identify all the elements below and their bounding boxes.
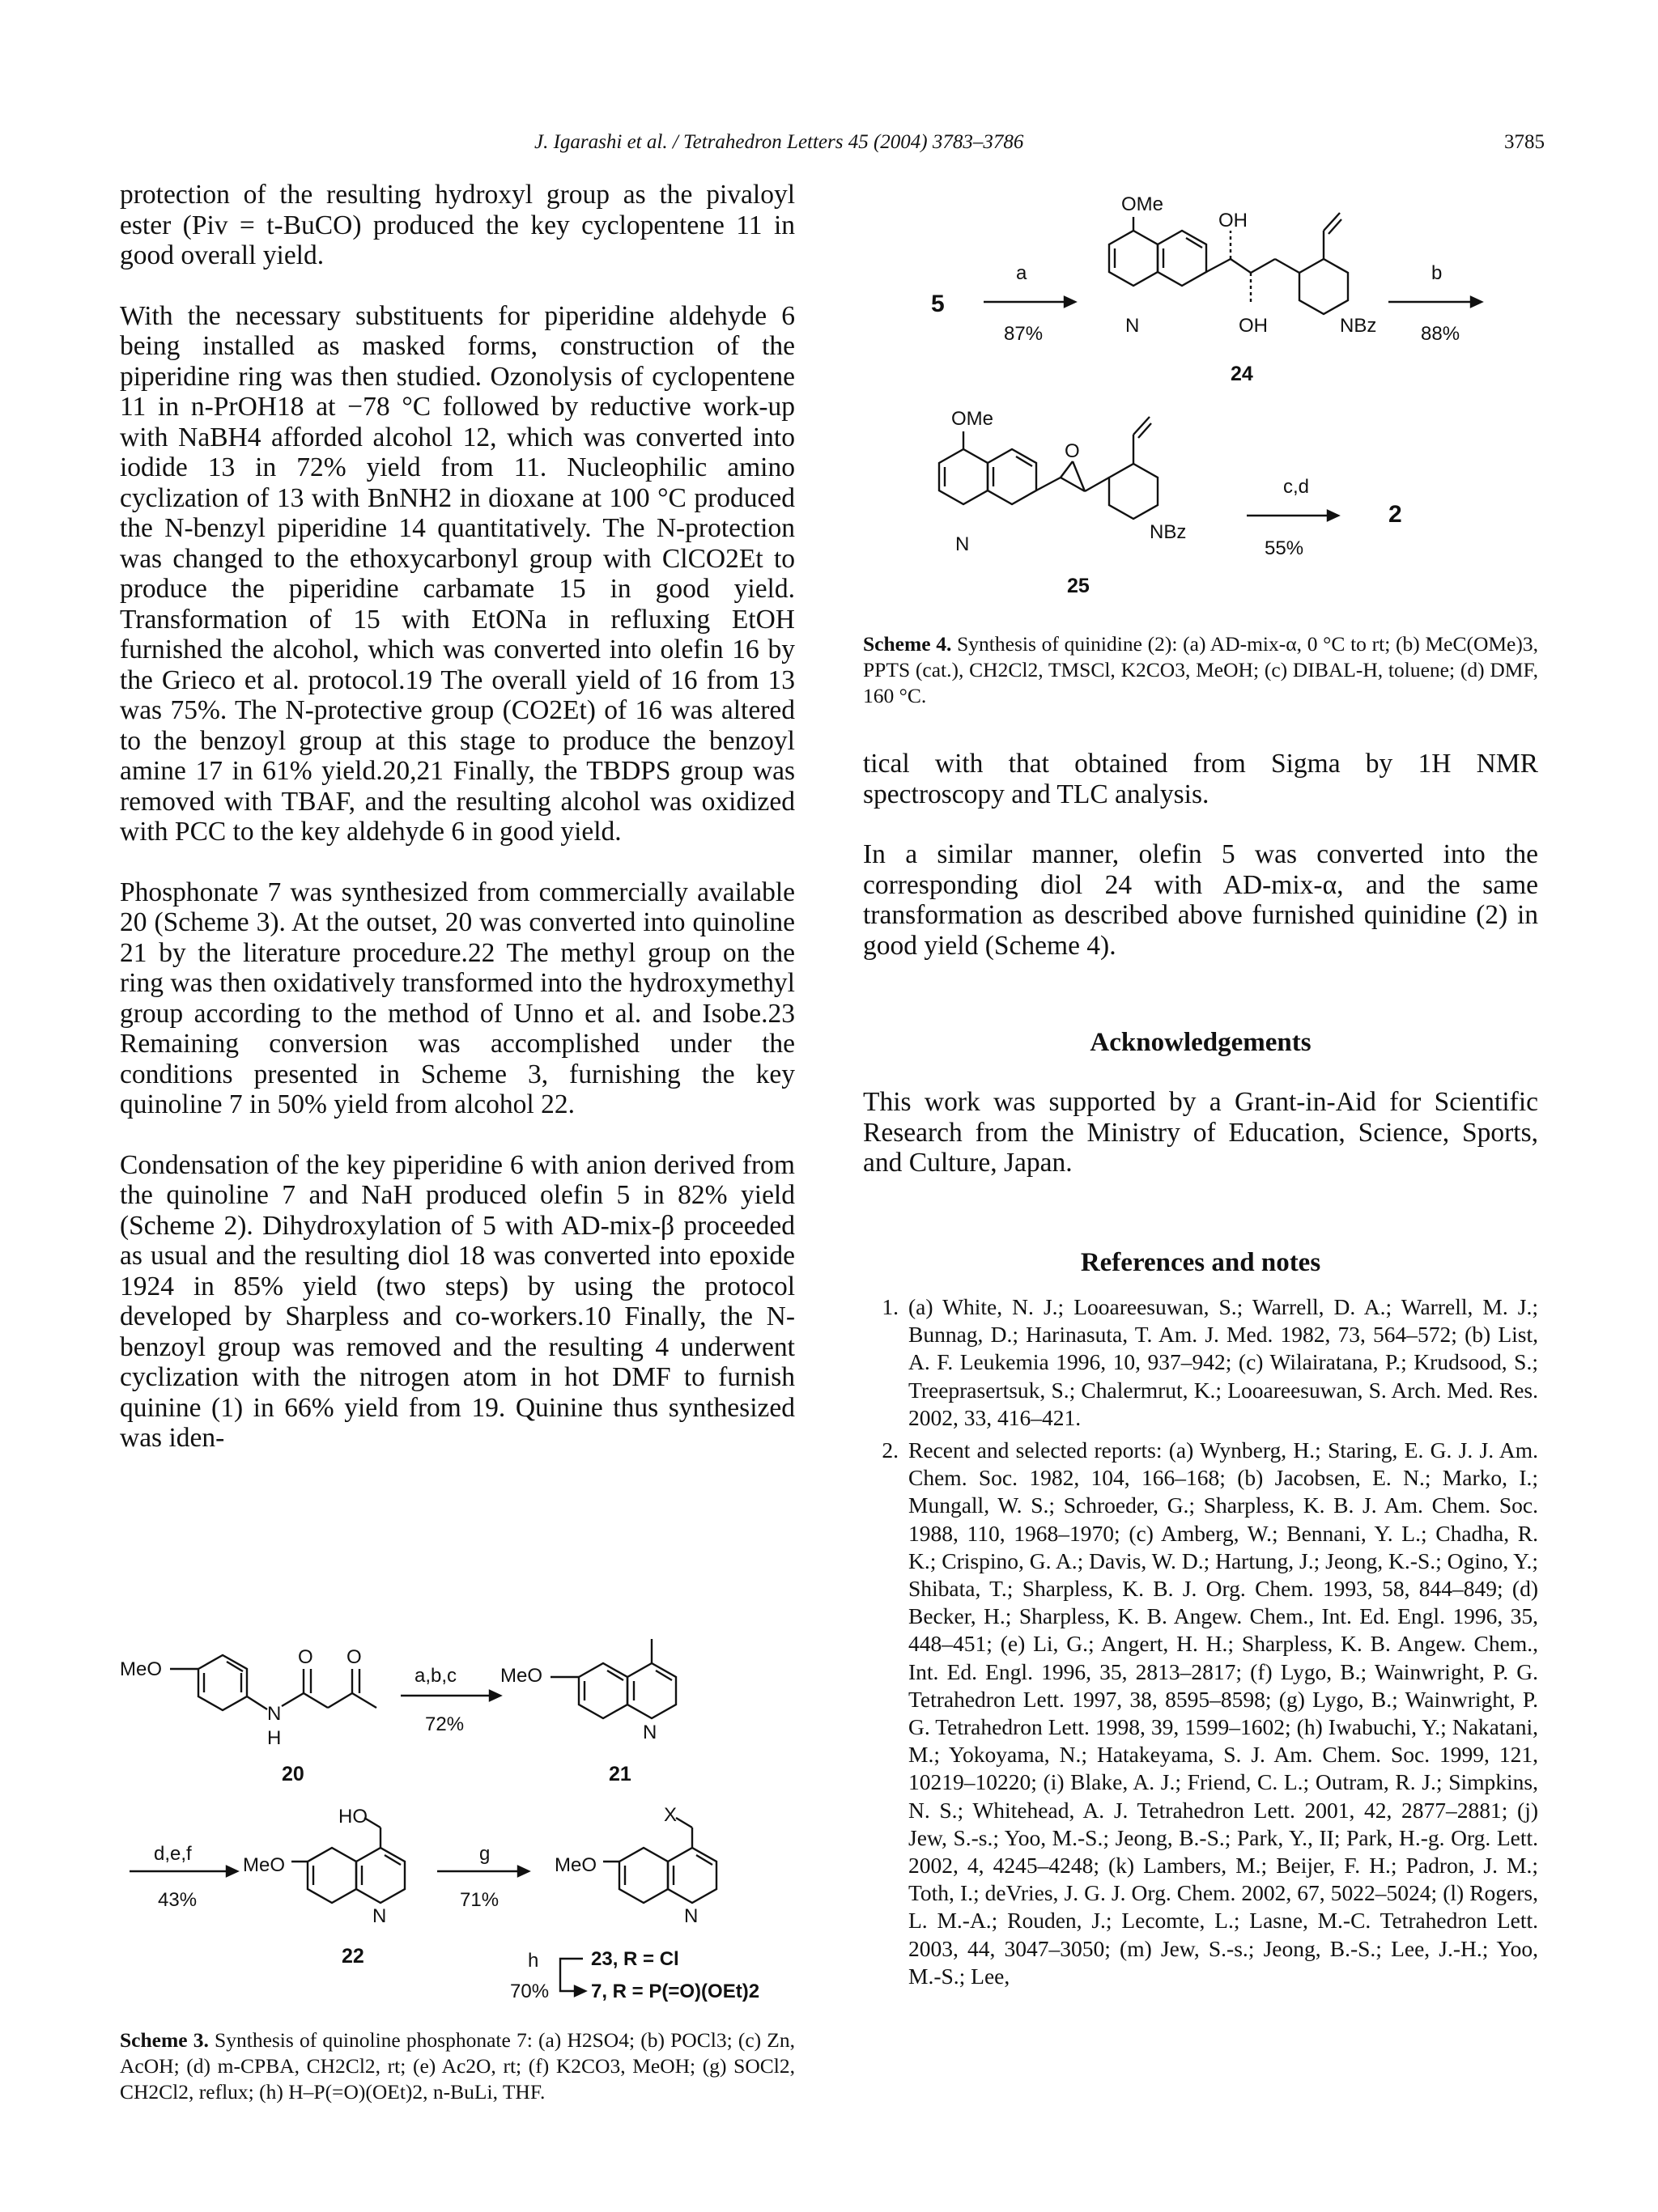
compound-label: 24 <box>1231 363 1253 385</box>
reagent-label: g <box>479 1843 491 1865</box>
reagent-label: h <box>528 1950 539 1972</box>
compound-label: 22 <box>342 1945 364 1968</box>
paragraph: protection of the resulting hydroxyl group as the pivaloyl ester (Piv = t-BuCO) produced the key cyclopentene 11 in good overall yield. <box>120 180 795 270</box>
compound-label: 25 <box>1067 575 1090 597</box>
paragraph: In a similar manner, olefin 5 was converted into the corresponding diol 24 with AD-mix-α, and the same transformation as described above furnished quinidine (2) in good yield (Scheme 4). <box>863 839 1538 961</box>
reagent-label: b <box>1431 262 1443 284</box>
paragraph: Condensation of the key piperidine 6 with anion derived from the quinoline 7 and NaH produced olefin 5 in 82% yield (Scheme 2). Dihydroxylation of 5 with AD-mix-β proceeded as usual and the resulting diol 18 was converted into epoxide 1924 in 85% yield (two steps) by using the protocol developed by Sharpless and co-workers.10 Finally, the N-benzoyl group was removed and the resulting 4 underwent cyclization with the nitrogen atom in hot DMF to furnish quinine (1) in 66% yield from 19. Quinine thus synthesized was iden- <box>120 1149 795 1453</box>
reference-number: 1. <box>882 1294 899 1319</box>
compound-label: 20 <box>282 1763 304 1785</box>
yield-label: 55% <box>1265 537 1304 559</box>
nbz-label: NBz <box>1340 315 1377 337</box>
yield-label: 87% <box>1004 323 1044 345</box>
yield-label: 70% <box>510 1981 550 2002</box>
left-column <box>120 180 795 1484</box>
yield-label: 71% <box>460 1889 500 1911</box>
o-label: O <box>346 1646 362 1668</box>
caption-label: Scheme 3. <box>120 2028 209 2052</box>
scheme4-figure <box>891 182 1554 619</box>
oh-label: OH <box>1218 210 1248 231</box>
references-heading: References and notes <box>1080 1248 1321 1277</box>
h-label: H <box>267 1727 282 1749</box>
yield-label: 43% <box>158 1889 198 1911</box>
paragraph: This work was supported by a Grant-in-Aid for Scientific Research from the Ministry of Education, Science, Sports, and Culture, Japan. <box>863 1087 1538 1178</box>
compound-label-7: 7, R = P(=O)(OEt)2 <box>591 1981 760 2002</box>
x-label: X <box>664 1804 678 1826</box>
reference-item <box>863 1293 1538 1432</box>
meo-label: MeO <box>555 1854 597 1876</box>
arrow-h <box>510 1948 759 2002</box>
reference-text: Recent and selected reports: (a) Wynberg, H.; Staring, E. G. J. J. Am. Chem. Soc. 1982, 104, 166–168; (b) Jacobsen, E. N.; Marko, I.; Mungall, W. S.; Schroeder, G.; Sharpless, K. B. J. Am. Chem. Soc. 1988, 110, 1968–1970; (c) Amberg, W.; Bennani, Y. L.; Chadha, R. K.; Crispino, G. A.; Davis, W. D.; Hartung, J.; Jeong, K.-S.; Ogino, Y.; Shibata, T.; Sharpless, K. B. J. Org. Chem. 1993, 58, 844–849; (d) Becker, H.; Sharpless, K. B. Angew. Chem., Int. Ed. Engl. 1996, 35, 448–451; (e) Li, G.; Angert, H. H.; Sharpless, K. B. Angew. Chem., Int. Ed. Engl. 1996, 35, 2813–2817; (f) Lygo, B.; Wainwright, P. G. Tetrahedron Lett. 1997, 38, 8595–8598; (g) Lygo, B.; Wainwright, P. G. Tetrahedron Lett. 1998, 39, 1599–1602; (h) Iwabuchi, Y.; Nakatani, M.; Yokoyama, N.; Hatakeyama, S. J. Am. Chem. Soc. 1999, 121, 10219–10220; (i) Blake, A. J.; Friend, C. L.; Outram, R. J.; Simpkins, N. S.; Whitehead, A. J. Tetrahedron Lett. 2001, 42, 2877–2881; (j) Jew, S.-s.; Yoo, M.-S.; Jeong, B.-S.; Park, Y., II; Park, H.-g. Org. Lett. 2002, 4, 4245–4248; (k) Lambers, M.; Beijer, F. H.; Padron, J. M.; Toth, I.; deVries, J. G. J. Org. Chem. 2002, 67, 5022–5024; (l) Rogers, L. M.-A.; Rouden, J.; Lecomte, L.; Lasne, M.-C. Tetrahedron Lett. 2003, 44, 3047–3050; (m) Jew, S.-s.; Jeong, B.-S.; Lee, J.-H.; Yoo, M.-S.; Lee, <box>908 1437 1538 1989</box>
nbz-label: NBz <box>1150 521 1187 543</box>
n-label: N <box>1125 315 1140 337</box>
arrow-g <box>437 1843 529 1911</box>
arrow-abc <box>401 1665 500 1735</box>
n-label: N <box>267 1703 282 1725</box>
page-number: 3785 <box>1504 131 1545 153</box>
ome-label: OMe <box>951 408 994 430</box>
reagent-label: d,e,f <box>154 1843 192 1865</box>
acknowledgements-heading: Acknowledgements <box>1090 1028 1312 1057</box>
o-label: O <box>298 1646 313 1668</box>
reagent-label: a,b,c <box>414 1665 457 1687</box>
caption-text: Synthesis of quinidine (2): (a) AD-mix-α, 0 °C to rt; (b) MeC(OMe)3, PPTS (cat.), CH2Cl2, TMSCl, K2CO3, MeOH; (c) DIBAL-H, toluene; (d) DMF, 160 °C. <box>863 632 1538 707</box>
right-column <box>863 749 1538 991</box>
reagent-label: c,d <box>1283 476 1310 498</box>
reagent-label: a <box>1016 262 1027 284</box>
reference-item <box>863 1437 1538 1990</box>
compound-label: 21 <box>609 1763 631 1785</box>
n-label: N <box>372 1905 387 1927</box>
arrow-def <box>130 1843 237 1911</box>
scheme3-caption <box>120 2027 795 2105</box>
caption-label: Scheme 4. <box>863 632 952 656</box>
compound-21 <box>500 1639 676 1785</box>
compound-label-23: 23, R = Cl <box>591 1948 679 1970</box>
yield-label: 72% <box>425 1713 465 1735</box>
compound-23-7 <box>555 1804 716 1927</box>
ome-label: OMe <box>1121 193 1164 215</box>
scheme4-caption <box>863 631 1538 709</box>
compound-label: 5 <box>931 291 945 317</box>
reference-number: 2. <box>882 1437 899 1463</box>
scheme3-figure <box>113 1635 810 2072</box>
n-label: N <box>955 533 970 555</box>
n-label: N <box>643 1722 657 1743</box>
references-list <box>863 1293 1538 1995</box>
paragraph: Phosphonate 7 was synthesized from commercially available 20 (Scheme 3). At the outset, 20 was converted into quinoline 21 by the literature procedure.22 The methyl group on the ring was then oxidatively transformed into the hydroxymethyl group according to the method of Unno et al. and Isobe.23 Remaining conversion was accomplished under the conditions presented in Scheme 3, furnishing the key quinoline 7 in 50% yield from alcohol 22. <box>120 877 795 1119</box>
o-label: O <box>1065 440 1080 462</box>
compound-20 <box>120 1646 376 1785</box>
reference-text: (a) White, N. J.; Looareesuwan, S.; Warrell, D. A.; Warrell, M. J.; Bunnag, D.; Harinasuta, T. Am. J. Med. 1982, 73, 564–572; (b) List, A. F. Leukemia 1996, 10, 937–942; (c) Wilairatana, P.; Krudsood, S.; Treeprasertsuk, S.; Chalermrut, K.; Looareesuwan, S. Arch. Med. Res. 2002, 33, 416–421. <box>908 1294 1538 1430</box>
meo-label: MeO <box>500 1665 543 1687</box>
yield-label: 88% <box>1421 323 1460 345</box>
meo-label: MeO <box>120 1658 163 1680</box>
caption-text: Synthesis of quinoline phosphonate 7: (a) H2SO4; (b) POCl3; (c) Zn, AcOH; (d) m-CPBA, CH2Cl2, rt; (e) Ac2O, rt; (f) K2CO3, MeOH; (g) SOCl2, CH2Cl2, reflux; (h) H–P(=O)(OEt)2, n-BuLi, THF. <box>120 2028 795 2104</box>
ho-label: HO <box>338 1806 368 1828</box>
reaction-row-2 <box>939 408 1402 597</box>
oh-label: OH <box>1239 315 1268 337</box>
compound-label: 2 <box>1388 501 1402 528</box>
meo-label: MeO <box>243 1854 286 1876</box>
running-title: J. Igarashi et al. / Tetrahedron Letters 45 (2004) 3783–3786 <box>534 131 1024 153</box>
acknowledgements-text <box>863 1087 1538 1208</box>
paragraph: With the necessary substituents for piperidine aldehyde 6 being installed as masked forms, construction of the piperidine ring was then studied. Ozonolysis of cyclopentene 11 in n-PrOH18 at −78 °C followed by reductive work-up with NaBH4 afforded alcohol 12, which was converted into iodide 13 in 72% yield from 11. Nucleophilic amino cyclization of 13 with BnNH2 in dioxane at 100 °C produced the N-benzyl piperidine 14 quantitatively. The N-protection was changed to the ethoxycarbonyl group with ClCO2Et to produce the piperidine carbamate 15 in good yield. Transformation of 15 with EtONa in refluxing EtOH furnished the alcohol, which was converted into olefin 16 by the Grieco et al. protocol.19 The overall yield of 16 from 13 was 75%. The N-protective group (CO2Et) of 16 was altered to the benzoyl group at this stage to produce the benzoyl amine 17 in 61% yield.20,21 Finally, the TBDPS group was removed with TBAF, and the resulting alcohol was oxidized with PCC to the key aldehyde 6 in good yield. <box>120 300 795 847</box>
paragraph: tical with that obtained from Sigma by 1H NMR spectroscopy and TLC analysis. <box>863 749 1538 809</box>
n-label: N <box>684 1905 699 1927</box>
compound-22 <box>243 1806 405 1968</box>
reaction-row-1 <box>931 193 1482 385</box>
